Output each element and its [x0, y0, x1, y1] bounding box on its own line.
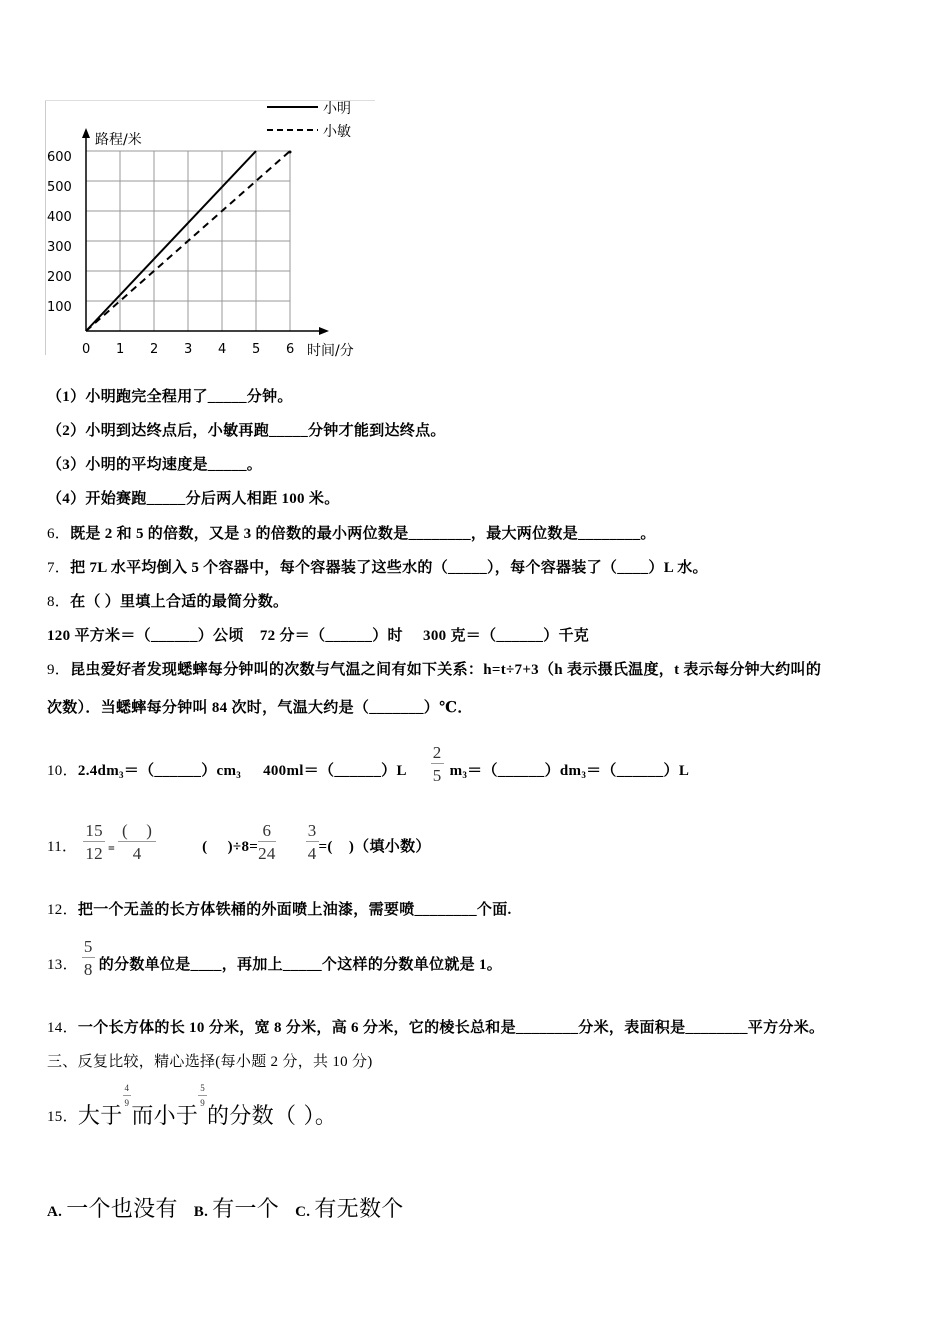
fraction: $\frac{5}{9}$	[200, 1083, 206, 1108]
q10-part3: m	[449, 763, 463, 779]
fraction: $\frac{15}{12}$	[85, 821, 103, 863]
question-text: 既是 2 和 5 的倍数，又是 3 的倍数的最小两位数是________，最大两位数是________。	[70, 526, 656, 542]
question-6	[47, 522, 656, 543]
answer-options	[47, 1192, 404, 1223]
question-12	[47, 898, 512, 919]
question-number: 7．	[47, 560, 71, 576]
question-9-cont: 次数）．当蟋蟀每分钟叫 84 次时，气温大约是（_______）℃．	[47, 700, 473, 716]
y-tick-labels	[47, 143, 77, 323]
q10-part1b: ＝（______）cm	[123, 763, 237, 779]
question-text: 把一个无盖的长方体铁桶的外面喷上油漆，需要喷________个面.	[77, 902, 512, 918]
q5-sub1: （1）小明跑完全程用了_____分钟。	[47, 389, 293, 405]
q5-sub2: （2）小明到达终点后，小敏再跑_____分钟才能到达终点。	[47, 423, 446, 439]
q5-sub4: （4）开始赛跑_____分后两人相距 100 米。	[47, 491, 340, 507]
fraction: $\frac{6}{24}$	[258, 821, 276, 863]
question-number: 10．	[47, 763, 78, 779]
question-number: 15．	[47, 1109, 78, 1125]
y-tick: 500	[47, 180, 72, 195]
question-number: 9．	[47, 662, 71, 678]
question-number: 8．	[47, 594, 71, 610]
question-text: 在（ ）里填上合适的最简分数。	[70, 594, 289, 610]
question-15: 15． 大于 $\frac{4}{9}$ 而小于 $\frac{5}{9}$ 的分数（ ）。	[47, 1083, 338, 1129]
y-tick: 300	[47, 240, 72, 255]
question-number: 6．	[47, 526, 71, 542]
option-b[interactable]: B. 有一个	[193, 1197, 280, 1222]
x-tick: 3	[184, 342, 193, 357]
question-number: 12．	[47, 902, 78, 918]
question-number: 14．	[47, 1020, 78, 1036]
question-number: 11．	[47, 839, 78, 855]
question-8	[47, 590, 288, 611]
x-tick: 2	[150, 342, 159, 357]
x-tick: 1	[116, 342, 125, 357]
fraction: $\frac{( )}{4}$	[118, 822, 156, 862]
y-tick: 600	[47, 150, 72, 165]
question-number: 13．	[47, 957, 78, 973]
fraction: $\frac{2}{5}$	[432, 743, 442, 785]
option-c[interactable]: C. 有无数个	[295, 1197, 404, 1222]
x-tick: 5	[252, 342, 261, 357]
y-tick: 400	[47, 210, 72, 225]
section-heading: 三、反复比较，精心选择(每小题 2 分，共 10 分)	[47, 1054, 373, 1070]
question-text: 把 7L 水平均倒入 5 个容器中，每个容器装了这些水的（_____），每个容器装了（____）L 水。	[70, 560, 708, 576]
x-axis-label: 时间/分	[307, 343, 354, 359]
x-axis-arrow-icon	[319, 327, 329, 335]
question-9	[47, 658, 821, 679]
legend-label-xiaomin: 小敏	[323, 124, 351, 140]
q5-sub3: （3）小明的平均速度是_____。	[47, 457, 263, 473]
y-axis-arrow-icon	[82, 128, 90, 138]
question-14	[47, 1016, 824, 1037]
fraction: $\frac{4}{9}$	[124, 1083, 130, 1108]
question-13	[47, 930, 502, 978]
fraction: $\frac{5}{8}$	[83, 937, 93, 979]
y-axis-label: 路程/米	[95, 132, 142, 148]
question-text: 的分数单位是____，再加上_____个这样的分数单位就是 1。	[98, 957, 503, 973]
question-7	[47, 556, 708, 577]
x-tick: 0	[82, 342, 91, 357]
q10-part2: 400ml＝（______）L	[263, 763, 407, 779]
question-11: 11． $\frac{15}{12}$ = $\frac{( )}{4}$ ( )÷8= $\frac{6}{24}$ $\frac{3}{4}$ =( )（填小数）	[47, 821, 431, 863]
question-10: 10． 2.4dm $_3$ ＝（______）cm $_3$ 400ml＝（______）L $\frac{2}{5}$ m $_3$ ＝（______）dm $_3$ ＝（______）L	[47, 743, 690, 785]
legend-label-xiaoming: 小明	[323, 101, 351, 117]
y-tick: 100	[47, 300, 72, 315]
q10-part1: 2.4dm	[77, 763, 119, 779]
x-tick: 6	[286, 342, 295, 357]
option-a[interactable]: A. 一个也没有	[47, 1197, 178, 1222]
distance-time-chart	[45, 100, 375, 365]
question-text: 昆虫爱好者发现蟋蟀每分钟叫的次数与气温之间有如下关系：h=t÷7+3（h 表示摄氏温度，t 表示每分钟大约叫的	[70, 662, 822, 678]
fraction: $\frac{3}{4}$	[307, 821, 317, 863]
question-8-blanks: 120 平方米＝（______）公顷 72 分＝（______）时 300 克＝（______）千克	[47, 628, 590, 644]
question-text: 一个长方体的长 10 分米，宽 8 分米，高 6 分米，它的棱长总和是________分米，表面积是________平方分米。	[77, 1020, 825, 1036]
y-tick: 200	[47, 270, 72, 285]
x-tick: 4	[218, 342, 227, 357]
